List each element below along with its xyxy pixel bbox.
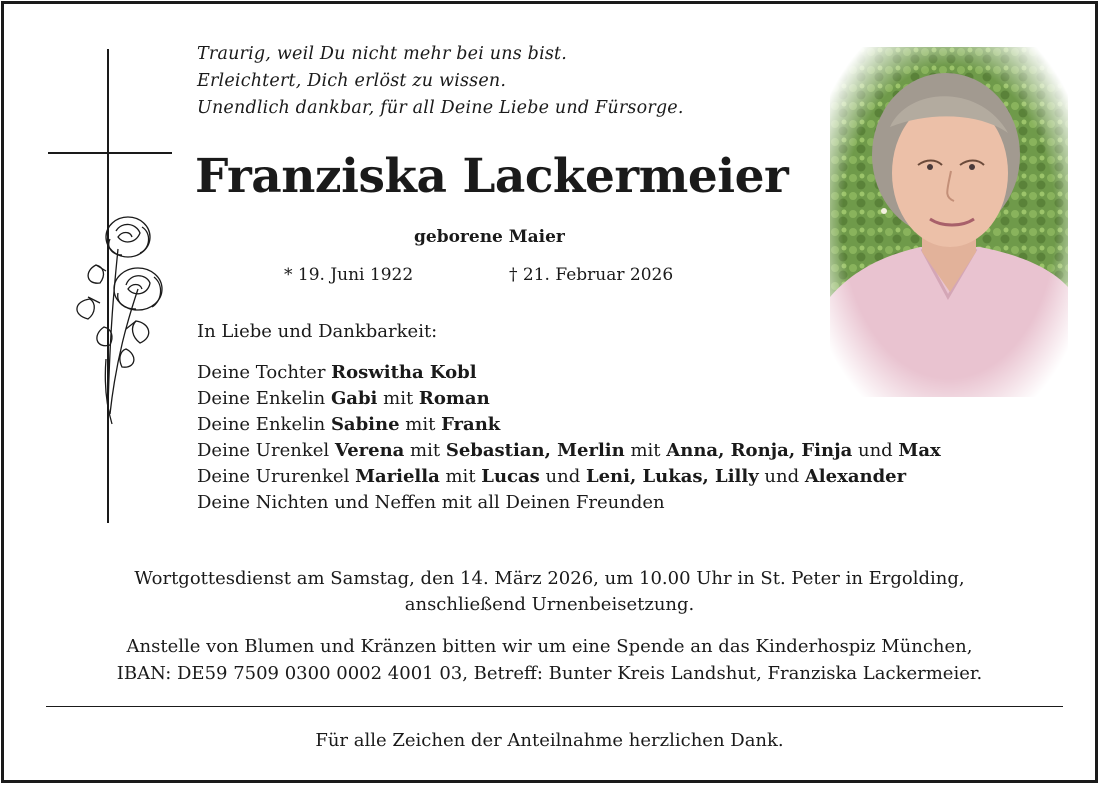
mourner-line bbox=[197, 360, 941, 386]
maiden-name: geborene Maier bbox=[414, 227, 565, 247]
mourner-text: und bbox=[758, 466, 805, 487]
mourner-text: mit bbox=[439, 466, 482, 487]
mourner-text: mit bbox=[399, 414, 442, 435]
mourner-text: Deine Nichten und Neffen mit all Deinen Freunden bbox=[197, 492, 665, 513]
quote-line-1: Traurig, weil Du nicht mehr bei uns bist. bbox=[197, 44, 568, 64]
donation-line-1: Anstelle von Blumen und Kränzen bitten wir um eine Spende an das Kinderhospiz München, bbox=[126, 636, 973, 657]
rose-icon bbox=[66, 209, 166, 429]
mourner-name: Alexander bbox=[804, 466, 907, 487]
mourner-name: Frank bbox=[441, 414, 501, 435]
mourner-name: Sebastian, Merlin bbox=[445, 440, 625, 461]
mourner-text: mit bbox=[624, 440, 667, 461]
mourner-name: Roman bbox=[418, 388, 490, 409]
mourner-text: mit bbox=[377, 388, 419, 409]
mourner-name: Sabine bbox=[330, 414, 400, 435]
mourner-text: und bbox=[539, 466, 586, 487]
mourner-text: Deine Tochter bbox=[197, 362, 332, 383]
cross-horizontal-bar bbox=[48, 152, 172, 154]
deceased-name: Franziska Lackermeier bbox=[195, 149, 789, 204]
divider-line bbox=[46, 706, 1063, 707]
mourner-text: Deine Ururenkel bbox=[197, 466, 356, 487]
mourner-name: Mariella bbox=[355, 466, 440, 487]
service-line-2: anschließend Urnenbeisetzung. bbox=[404, 594, 695, 615]
mourner-line bbox=[197, 412, 941, 438]
mourners-intro: In Liebe und Dankbarkeit: bbox=[197, 321, 438, 342]
mourner-name: Lucas bbox=[481, 466, 540, 487]
quote-line-3: Unendlich dankbar, für all Deine Liebe und Fürsorge. bbox=[197, 98, 684, 118]
mourner-line bbox=[197, 464, 941, 490]
mourner-name: Verena bbox=[334, 440, 405, 461]
obituary-notice bbox=[1, 1, 1098, 783]
mourner-name: Gabi bbox=[330, 388, 378, 409]
mourner-line bbox=[197, 438, 941, 464]
mourners-list bbox=[197, 360, 941, 516]
mourner-line bbox=[197, 490, 941, 516]
mourner-name: Roswitha Kobl bbox=[331, 362, 477, 383]
birth-date: * 19. Juni 1922 bbox=[284, 265, 414, 285]
mourner-line bbox=[197, 386, 941, 412]
mourner-text: mit bbox=[404, 440, 446, 461]
death-date: † 21. Februar 2026 bbox=[509, 265, 674, 285]
mourner-text: Deine Enkelin bbox=[197, 388, 331, 409]
mourner-name: Anna, Ronja, Finja bbox=[666, 440, 853, 461]
portrait-photo bbox=[830, 47, 1068, 397]
mourner-name: Leni, Lukas, Lilly bbox=[585, 466, 759, 487]
mourner-text: Deine Urenkel bbox=[197, 440, 335, 461]
service-line-1: Wortgottesdienst am Samstag, den 14. März 2026, um 10.00 Uhr in St. Peter in Ergolding, bbox=[134, 568, 965, 589]
mourner-name: Max bbox=[898, 440, 941, 461]
thanks-line: Für alle Zeichen der Anteilnahme herzlichen Dank. bbox=[315, 730, 784, 751]
mourner-text: und bbox=[852, 440, 899, 461]
donation-line-2: IBAN: DE59 7509 0300 0002 4001 03, Betreff: Bunter Kreis Landshut, Franziska Lackermeier. bbox=[116, 663, 983, 684]
quote-line-2: Erleichtert, Dich erlöst zu wissen. bbox=[197, 71, 507, 91]
mourner-text: Deine Enkelin bbox=[197, 414, 331, 435]
